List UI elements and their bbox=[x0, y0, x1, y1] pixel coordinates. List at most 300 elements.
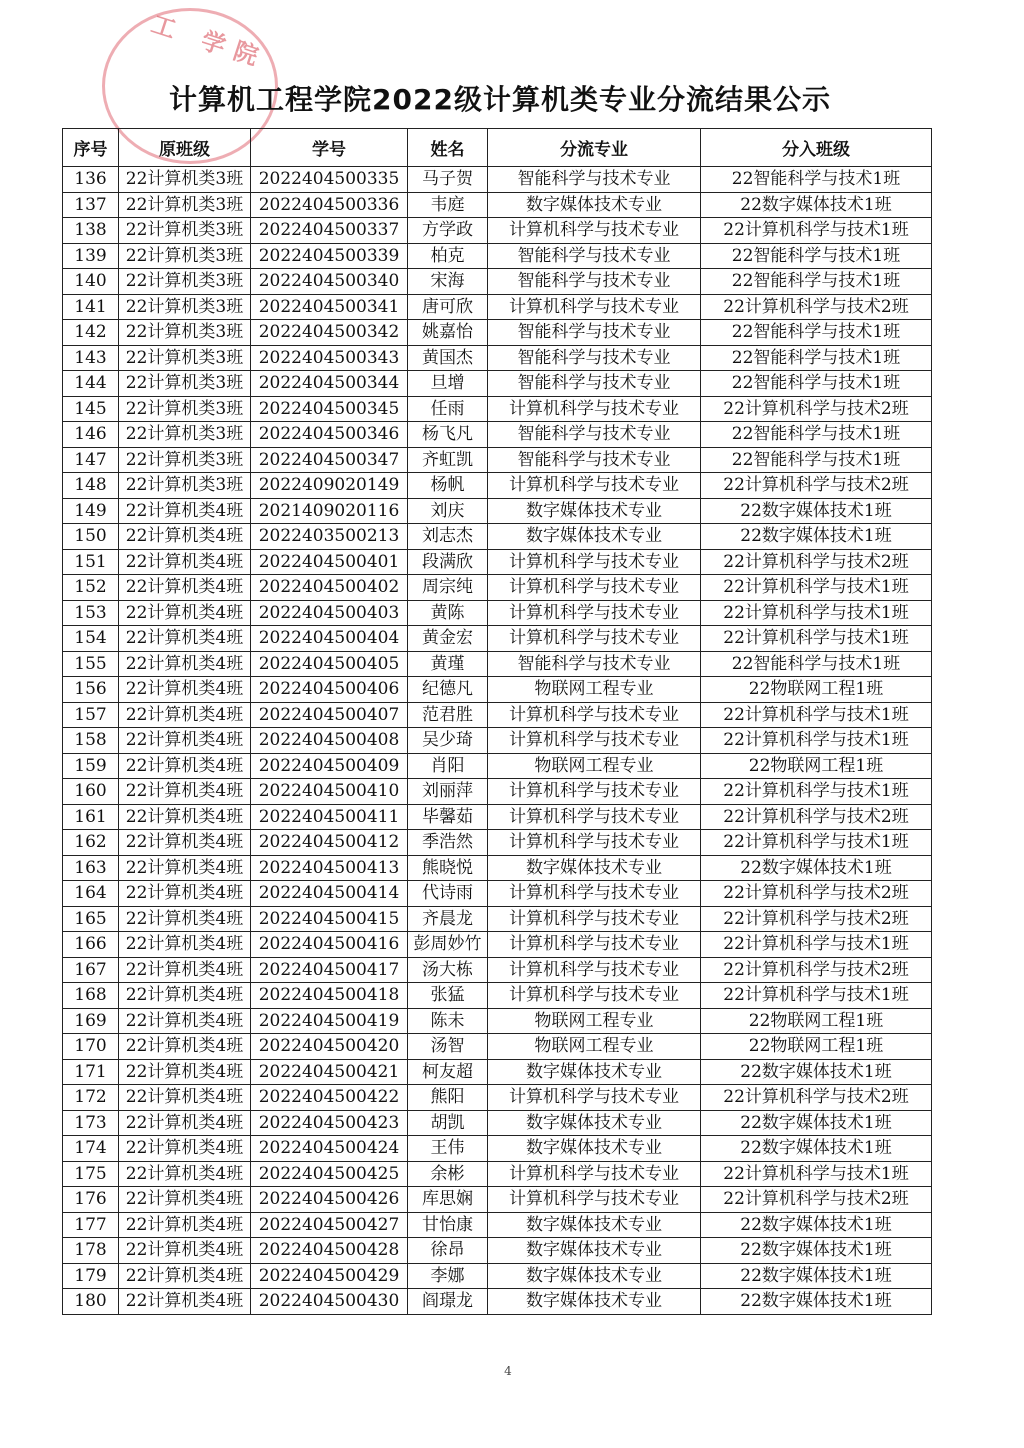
cell-name: 周宗纯 bbox=[408, 575, 488, 601]
cell-index: 160 bbox=[63, 779, 119, 805]
cell-student-id: 2022404500426 bbox=[251, 1187, 408, 1213]
cell-major: 计算机科学与技术专业 bbox=[488, 1085, 701, 1111]
cell-original-class: 22计算机类4班 bbox=[119, 753, 251, 779]
column-header-index: 序号 bbox=[63, 129, 119, 167]
cell-index: 156 bbox=[63, 677, 119, 703]
cell-assigned-class: 22计算机科学与技术1班 bbox=[701, 575, 932, 601]
cell-major: 智能科学与技术专业 bbox=[488, 422, 701, 448]
table-header-row bbox=[63, 129, 932, 167]
table-row bbox=[63, 1110, 932, 1136]
cell-name: 彭周妙竹 bbox=[408, 932, 488, 958]
cell-assigned-class: 22计算机科学与技术1班 bbox=[701, 218, 932, 244]
cell-original-class: 22计算机类4班 bbox=[119, 1238, 251, 1264]
cell-original-class: 22计算机类3班 bbox=[119, 243, 251, 269]
cell-assigned-class: 22计算机科学与技术2班 bbox=[701, 881, 932, 907]
cell-student-id: 2022404500407 bbox=[251, 702, 408, 728]
cell-name: 方学政 bbox=[408, 218, 488, 244]
cell-assigned-class: 22计算机科学与技术2班 bbox=[701, 294, 932, 320]
table-row bbox=[63, 473, 932, 499]
table-row bbox=[63, 167, 932, 193]
table-row bbox=[63, 600, 932, 626]
cell-index: 179 bbox=[63, 1263, 119, 1289]
cell-index: 170 bbox=[63, 1034, 119, 1060]
cell-student-id: 2022404500340 bbox=[251, 269, 408, 295]
cell-original-class: 22计算机类3班 bbox=[119, 192, 251, 218]
cell-student-id: 2022404500414 bbox=[251, 881, 408, 907]
cell-assigned-class: 22数字媒体技术1班 bbox=[701, 1212, 932, 1238]
cell-student-id: 2022404500413 bbox=[251, 855, 408, 881]
cell-major: 数字媒体技术专业 bbox=[488, 524, 701, 550]
cell-name: 刘志杰 bbox=[408, 524, 488, 550]
cell-assigned-class: 22计算机科学与技术1班 bbox=[701, 702, 932, 728]
cell-index: 142 bbox=[63, 320, 119, 346]
cell-student-id: 2022404500423 bbox=[251, 1110, 408, 1136]
cell-original-class: 22计算机类3班 bbox=[119, 294, 251, 320]
cell-student-id: 2022404500346 bbox=[251, 422, 408, 448]
table-row bbox=[63, 371, 932, 397]
cell-original-class: 22计算机类4班 bbox=[119, 1212, 251, 1238]
cell-index: 162 bbox=[63, 830, 119, 856]
cell-index: 165 bbox=[63, 906, 119, 932]
cell-major: 计算机科学与技术专业 bbox=[488, 804, 701, 830]
cell-student-id: 2022404500342 bbox=[251, 320, 408, 346]
cell-student-id: 2022404500404 bbox=[251, 626, 408, 652]
cell-name: 汤智 bbox=[408, 1034, 488, 1060]
cell-original-class: 22计算机类4班 bbox=[119, 1263, 251, 1289]
cell-assigned-class: 22数字媒体技术1班 bbox=[701, 498, 932, 524]
table-row bbox=[63, 932, 932, 958]
cell-assigned-class: 22计算机科学与技术2班 bbox=[701, 396, 932, 422]
cell-original-class: 22计算机类4班 bbox=[119, 830, 251, 856]
cell-index: 173 bbox=[63, 1110, 119, 1136]
cell-original-class: 22计算机类4班 bbox=[119, 498, 251, 524]
cell-original-class: 22计算机类3班 bbox=[119, 167, 251, 193]
cell-major: 计算机科学与技术专业 bbox=[488, 1161, 701, 1187]
cell-index: 152 bbox=[63, 575, 119, 601]
cell-assigned-class: 22数字媒体技术1班 bbox=[701, 524, 932, 550]
cell-original-class: 22计算机类4班 bbox=[119, 600, 251, 626]
cell-original-class: 22计算机类4班 bbox=[119, 1008, 251, 1034]
cell-name: 徐昂 bbox=[408, 1238, 488, 1264]
cell-original-class: 22计算机类3班 bbox=[119, 371, 251, 397]
cell-index: 177 bbox=[63, 1212, 119, 1238]
table-row bbox=[63, 983, 932, 1009]
cell-index: 169 bbox=[63, 1008, 119, 1034]
cell-major: 物联网工程专业 bbox=[488, 677, 701, 703]
cell-name: 王伟 bbox=[408, 1136, 488, 1162]
cell-major: 智能科学与技术专业 bbox=[488, 167, 701, 193]
cell-student-id: 2022404500345 bbox=[251, 396, 408, 422]
cell-name: 纪德凡 bbox=[408, 677, 488, 703]
cell-assigned-class: 22智能科学与技术1班 bbox=[701, 371, 932, 397]
seal-text: 工 学院 bbox=[147, 9, 271, 74]
cell-assigned-class: 22数字媒体技术1班 bbox=[701, 1110, 932, 1136]
cell-student-id: 2022404500336 bbox=[251, 192, 408, 218]
cell-name: 任雨 bbox=[408, 396, 488, 422]
cell-index: 155 bbox=[63, 651, 119, 677]
cell-assigned-class: 22数字媒体技术1班 bbox=[701, 1289, 932, 1315]
cell-assigned-class: 22计算机科学与技术2班 bbox=[701, 549, 932, 575]
table-row bbox=[63, 1289, 932, 1315]
table-row bbox=[63, 1034, 932, 1060]
cell-index: 178 bbox=[63, 1238, 119, 1264]
cell-index: 144 bbox=[63, 371, 119, 397]
cell-assigned-class: 22计算机科学与技术1班 bbox=[701, 600, 932, 626]
cell-original-class: 22计算机类4班 bbox=[119, 957, 251, 983]
cell-student-id: 2022404500425 bbox=[251, 1161, 408, 1187]
column-header-original-class: 原班级 bbox=[119, 129, 251, 167]
cell-major: 计算机科学与技术专业 bbox=[488, 702, 701, 728]
cell-student-id: 2022404500417 bbox=[251, 957, 408, 983]
cell-name: 唐可欣 bbox=[408, 294, 488, 320]
cell-student-id: 2022404500344 bbox=[251, 371, 408, 397]
cell-student-id: 2022404500427 bbox=[251, 1212, 408, 1238]
cell-student-id: 2022404500420 bbox=[251, 1034, 408, 1060]
cell-major: 计算机科学与技术专业 bbox=[488, 473, 701, 499]
cell-student-id: 2022404500341 bbox=[251, 294, 408, 320]
cell-major: 数字媒体技术专业 bbox=[488, 192, 701, 218]
cell-index: 137 bbox=[63, 192, 119, 218]
cell-student-id: 2022403500213 bbox=[251, 524, 408, 550]
cell-major: 计算机科学与技术专业 bbox=[488, 728, 701, 754]
cell-assigned-class: 22数字媒体技术1班 bbox=[701, 1136, 932, 1162]
cell-student-id: 2022404500409 bbox=[251, 753, 408, 779]
cell-major: 数字媒体技术专业 bbox=[488, 1059, 701, 1085]
cell-major: 智能科学与技术专业 bbox=[488, 345, 701, 371]
cell-assigned-class: 22计算机科学与技术2班 bbox=[701, 804, 932, 830]
column-header-student-id: 学号 bbox=[251, 129, 408, 167]
cell-assigned-class: 22智能科学与技术1班 bbox=[701, 243, 932, 269]
table-row bbox=[63, 1263, 932, 1289]
cell-name: 张猛 bbox=[408, 983, 488, 1009]
cell-assigned-class: 22计算机科学与技术2班 bbox=[701, 1187, 932, 1213]
cell-index: 141 bbox=[63, 294, 119, 320]
cell-assigned-class: 22计算机科学与技术2班 bbox=[701, 1085, 932, 1111]
table-row bbox=[63, 320, 932, 346]
cell-original-class: 22计算机类4班 bbox=[119, 1136, 251, 1162]
cell-index: 139 bbox=[63, 243, 119, 269]
table-row bbox=[63, 804, 932, 830]
cell-index: 176 bbox=[63, 1187, 119, 1213]
cell-assigned-class: 22物联网工程1班 bbox=[701, 1008, 932, 1034]
table-row bbox=[63, 396, 932, 422]
table-row bbox=[63, 1059, 932, 1085]
cell-major: 计算机科学与技术专业 bbox=[488, 294, 701, 320]
cell-assigned-class: 22计算机科学与技术1班 bbox=[701, 626, 932, 652]
cell-original-class: 22计算机类4班 bbox=[119, 677, 251, 703]
cell-major: 计算机科学与技术专业 bbox=[488, 983, 701, 1009]
table-row bbox=[63, 549, 932, 575]
cell-original-class: 22计算机类3班 bbox=[119, 473, 251, 499]
cell-original-class: 22计算机类4班 bbox=[119, 1085, 251, 1111]
table-row bbox=[63, 498, 932, 524]
cell-assigned-class: 22数字媒体技术1班 bbox=[701, 1238, 932, 1264]
cell-student-id: 2022404500429 bbox=[251, 1263, 408, 1289]
cell-major: 数字媒体技术专业 bbox=[488, 1263, 701, 1289]
cell-assigned-class: 22智能科学与技术1班 bbox=[701, 320, 932, 346]
page-title: 计算机工程学院2022级计算机类专业分流结果公示 bbox=[169, 83, 831, 116]
cell-assigned-class: 22计算机科学与技术1班 bbox=[701, 728, 932, 754]
cell-name: 段满欣 bbox=[408, 549, 488, 575]
cell-assigned-class: 22智能科学与技术1班 bbox=[701, 651, 932, 677]
cell-original-class: 22计算机类4班 bbox=[119, 1110, 251, 1136]
cell-name: 毕馨茹 bbox=[408, 804, 488, 830]
column-header-assigned-class: 分入班级 bbox=[701, 129, 932, 167]
cell-assigned-class: 22数字媒体技术1班 bbox=[701, 192, 932, 218]
cell-assigned-class: 22计算机科学与技术1班 bbox=[701, 1161, 932, 1187]
cell-original-class: 22计算机类4班 bbox=[119, 932, 251, 958]
table-row bbox=[63, 218, 932, 244]
cell-student-id: 2022404500335 bbox=[251, 167, 408, 193]
cell-assigned-class: 22物联网工程1班 bbox=[701, 677, 932, 703]
cell-original-class: 22计算机类4班 bbox=[119, 804, 251, 830]
cell-index: 150 bbox=[63, 524, 119, 550]
allocation-table bbox=[62, 128, 932, 1315]
cell-student-id: 2022404500402 bbox=[251, 575, 408, 601]
table-row bbox=[63, 192, 932, 218]
table-row bbox=[63, 779, 932, 805]
cell-student-id: 2022404500337 bbox=[251, 218, 408, 244]
cell-name: 李娜 bbox=[408, 1263, 488, 1289]
cell-student-id: 2022404500412 bbox=[251, 830, 408, 856]
cell-index: 157 bbox=[63, 702, 119, 728]
cell-name: 阎璟龙 bbox=[408, 1289, 488, 1315]
cell-index: 167 bbox=[63, 957, 119, 983]
cell-assigned-class: 22计算机科学与技术1班 bbox=[701, 779, 932, 805]
cell-name: 杨飞凡 bbox=[408, 422, 488, 448]
cell-major: 智能科学与技术专业 bbox=[488, 651, 701, 677]
cell-index: 174 bbox=[63, 1136, 119, 1162]
cell-name: 胡凯 bbox=[408, 1110, 488, 1136]
cell-name: 黄瑾 bbox=[408, 651, 488, 677]
cell-original-class: 22计算机类4班 bbox=[119, 575, 251, 601]
cell-original-class: 22计算机类4班 bbox=[119, 549, 251, 575]
cell-original-class: 22计算机类4班 bbox=[119, 1161, 251, 1187]
cell-original-class: 22计算机类4班 bbox=[119, 1059, 251, 1085]
cell-assigned-class: 22计算机科学与技术2班 bbox=[701, 473, 932, 499]
cell-assigned-class: 22物联网工程1班 bbox=[701, 1034, 932, 1060]
table-row bbox=[63, 881, 932, 907]
cell-index: 149 bbox=[63, 498, 119, 524]
cell-name: 范君胜 bbox=[408, 702, 488, 728]
cell-assigned-class: 22计算机科学与技术2班 bbox=[701, 957, 932, 983]
cell-name: 柏克 bbox=[408, 243, 488, 269]
cell-major: 智能科学与技术专业 bbox=[488, 269, 701, 295]
cell-major: 智能科学与技术专业 bbox=[488, 371, 701, 397]
cell-major: 数字媒体技术专业 bbox=[488, 1110, 701, 1136]
cell-index: 138 bbox=[63, 218, 119, 244]
cell-assigned-class: 22计算机科学与技术1班 bbox=[701, 932, 932, 958]
table-row bbox=[63, 651, 932, 677]
cell-name: 韦庭 bbox=[408, 192, 488, 218]
cell-name: 熊晓悦 bbox=[408, 855, 488, 881]
cell-original-class: 22计算机类4班 bbox=[119, 1289, 251, 1315]
cell-major: 数字媒体技术专业 bbox=[488, 1136, 701, 1162]
column-header-major: 分流专业 bbox=[488, 129, 701, 167]
cell-index: 148 bbox=[63, 473, 119, 499]
cell-assigned-class: 22智能科学与技术1班 bbox=[701, 422, 932, 448]
cell-assigned-class: 22智能科学与技术1班 bbox=[701, 167, 932, 193]
table-row bbox=[63, 1085, 932, 1111]
cell-assigned-class: 22数字媒体技术1班 bbox=[701, 1059, 932, 1085]
cell-assigned-class: 22计算机科学与技术2班 bbox=[701, 906, 932, 932]
cell-major: 计算机科学与技术专业 bbox=[488, 600, 701, 626]
cell-student-id: 2022409020149 bbox=[251, 473, 408, 499]
cell-student-id: 2022404500419 bbox=[251, 1008, 408, 1034]
cell-original-class: 22计算机类4班 bbox=[119, 626, 251, 652]
cell-assigned-class: 22数字媒体技术1班 bbox=[701, 1263, 932, 1289]
cell-original-class: 22计算机类4班 bbox=[119, 906, 251, 932]
table-row bbox=[63, 702, 932, 728]
cell-assigned-class: 22数字媒体技术1班 bbox=[701, 855, 932, 881]
cell-original-class: 22计算机类4班 bbox=[119, 1187, 251, 1213]
table-row bbox=[63, 1187, 932, 1213]
cell-original-class: 22计算机类3班 bbox=[119, 218, 251, 244]
cell-assigned-class: 22智能科学与技术1班 bbox=[701, 447, 932, 473]
cell-student-id: 2021409020116 bbox=[251, 498, 408, 524]
cell-major: 计算机科学与技术专业 bbox=[488, 830, 701, 856]
table-row bbox=[63, 1238, 932, 1264]
table-row bbox=[63, 753, 932, 779]
cell-student-id: 2022404500411 bbox=[251, 804, 408, 830]
cell-major: 计算机科学与技术专业 bbox=[488, 881, 701, 907]
page-number: 4 bbox=[504, 1364, 512, 1378]
cell-index: 172 bbox=[63, 1085, 119, 1111]
cell-name: 吴少琦 bbox=[408, 728, 488, 754]
table-row bbox=[63, 422, 932, 448]
cell-student-id: 2022404500401 bbox=[251, 549, 408, 575]
cell-student-id: 2022404500408 bbox=[251, 728, 408, 754]
cell-major: 计算机科学与技术专业 bbox=[488, 957, 701, 983]
cell-student-id: 2022404500415 bbox=[251, 906, 408, 932]
cell-student-id: 2022404500416 bbox=[251, 932, 408, 958]
table-row bbox=[63, 1212, 932, 1238]
cell-student-id: 2022404500410 bbox=[251, 779, 408, 805]
cell-index: 158 bbox=[63, 728, 119, 754]
cell-index: 159 bbox=[63, 753, 119, 779]
table-row bbox=[63, 269, 932, 295]
cell-major: 智能科学与技术专业 bbox=[488, 447, 701, 473]
cell-original-class: 22计算机类4班 bbox=[119, 779, 251, 805]
cell-assigned-class: 22智能科学与技术1班 bbox=[701, 345, 932, 371]
table-row bbox=[63, 575, 932, 601]
table-row bbox=[63, 728, 932, 754]
table-row bbox=[63, 906, 932, 932]
cell-major: 计算机科学与技术专业 bbox=[488, 932, 701, 958]
cell-name: 杨帆 bbox=[408, 473, 488, 499]
table-row bbox=[63, 626, 932, 652]
cell-name: 姚嘉怡 bbox=[408, 320, 488, 346]
cell-original-class: 22计算机类3班 bbox=[119, 422, 251, 448]
cell-name: 余彬 bbox=[408, 1161, 488, 1187]
cell-student-id: 2022404500403 bbox=[251, 600, 408, 626]
cell-major: 智能科学与技术专业 bbox=[488, 320, 701, 346]
table-row bbox=[63, 1136, 932, 1162]
cell-index: 153 bbox=[63, 600, 119, 626]
cell-name: 库思娴 bbox=[408, 1187, 488, 1213]
cell-original-class: 22计算机类4班 bbox=[119, 728, 251, 754]
table-row bbox=[63, 855, 932, 881]
cell-major: 计算机科学与技术专业 bbox=[488, 575, 701, 601]
cell-index: 163 bbox=[63, 855, 119, 881]
cell-name: 甘怡康 bbox=[408, 1212, 488, 1238]
cell-index: 171 bbox=[63, 1059, 119, 1085]
cell-index: 147 bbox=[63, 447, 119, 473]
cell-name: 刘丽萍 bbox=[408, 779, 488, 805]
cell-original-class: 22计算机类4班 bbox=[119, 1034, 251, 1060]
cell-index: 166 bbox=[63, 932, 119, 958]
cell-major: 计算机科学与技术专业 bbox=[488, 396, 701, 422]
cell-index: 175 bbox=[63, 1161, 119, 1187]
cell-student-id: 2022404500405 bbox=[251, 651, 408, 677]
cell-original-class: 22计算机类4班 bbox=[119, 983, 251, 1009]
cell-student-id: 2022404500421 bbox=[251, 1059, 408, 1085]
cell-name: 熊阳 bbox=[408, 1085, 488, 1111]
cell-index: 146 bbox=[63, 422, 119, 448]
cell-name: 刘庆 bbox=[408, 498, 488, 524]
cell-original-class: 22计算机类4班 bbox=[119, 855, 251, 881]
cell-original-class: 22计算机类3班 bbox=[119, 396, 251, 422]
cell-student-id: 2022404500424 bbox=[251, 1136, 408, 1162]
cell-name: 黄陈 bbox=[408, 600, 488, 626]
cell-student-id: 2022404500406 bbox=[251, 677, 408, 703]
cell-name: 季浩然 bbox=[408, 830, 488, 856]
cell-index: 140 bbox=[63, 269, 119, 295]
cell-name: 马子贺 bbox=[408, 167, 488, 193]
cell-major: 智能科学与技术专业 bbox=[488, 243, 701, 269]
cell-major: 数字媒体技术专业 bbox=[488, 1238, 701, 1264]
cell-major: 物联网工程专业 bbox=[488, 753, 701, 779]
table-row bbox=[63, 677, 932, 703]
cell-name: 齐晨龙 bbox=[408, 906, 488, 932]
cell-assigned-class: 22计算机科学与技术1班 bbox=[701, 830, 932, 856]
table-row bbox=[63, 1008, 932, 1034]
cell-original-class: 22计算机类4班 bbox=[119, 524, 251, 550]
cell-student-id: 2022404500428 bbox=[251, 1238, 408, 1264]
cell-index: 164 bbox=[63, 881, 119, 907]
cell-name: 旦增 bbox=[408, 371, 488, 397]
cell-index: 154 bbox=[63, 626, 119, 652]
cell-major: 数字媒体技术专业 bbox=[488, 855, 701, 881]
cell-assigned-class: 22物联网工程1班 bbox=[701, 753, 932, 779]
cell-name: 齐虹凯 bbox=[408, 447, 488, 473]
cell-name: 汤大栋 bbox=[408, 957, 488, 983]
cell-major: 物联网工程专业 bbox=[488, 1008, 701, 1034]
table-body bbox=[63, 167, 932, 1315]
table-row bbox=[63, 957, 932, 983]
cell-index: 151 bbox=[63, 549, 119, 575]
cell-student-id: 2022404500343 bbox=[251, 345, 408, 371]
cell-assigned-class: 22智能科学与技术1班 bbox=[701, 269, 932, 295]
cell-original-class: 22计算机类4班 bbox=[119, 881, 251, 907]
cell-original-class: 22计算机类3班 bbox=[119, 320, 251, 346]
cell-name: 柯友超 bbox=[408, 1059, 488, 1085]
table-row bbox=[63, 294, 932, 320]
cell-major: 数字媒体技术专业 bbox=[488, 1212, 701, 1238]
table-row bbox=[63, 1161, 932, 1187]
cell-name: 宋海 bbox=[408, 269, 488, 295]
cell-assigned-class: 22计算机科学与技术1班 bbox=[701, 983, 932, 1009]
cell-index: 161 bbox=[63, 804, 119, 830]
cell-index: 145 bbox=[63, 396, 119, 422]
cell-name: 黄国杰 bbox=[408, 345, 488, 371]
cell-major: 计算机科学与技术专业 bbox=[488, 549, 701, 575]
cell-student-id: 2022404500347 bbox=[251, 447, 408, 473]
table-row bbox=[63, 830, 932, 856]
cell-original-class: 22计算机类3班 bbox=[119, 345, 251, 371]
cell-major: 计算机科学与技术专业 bbox=[488, 218, 701, 244]
cell-index: 180 bbox=[63, 1289, 119, 1315]
